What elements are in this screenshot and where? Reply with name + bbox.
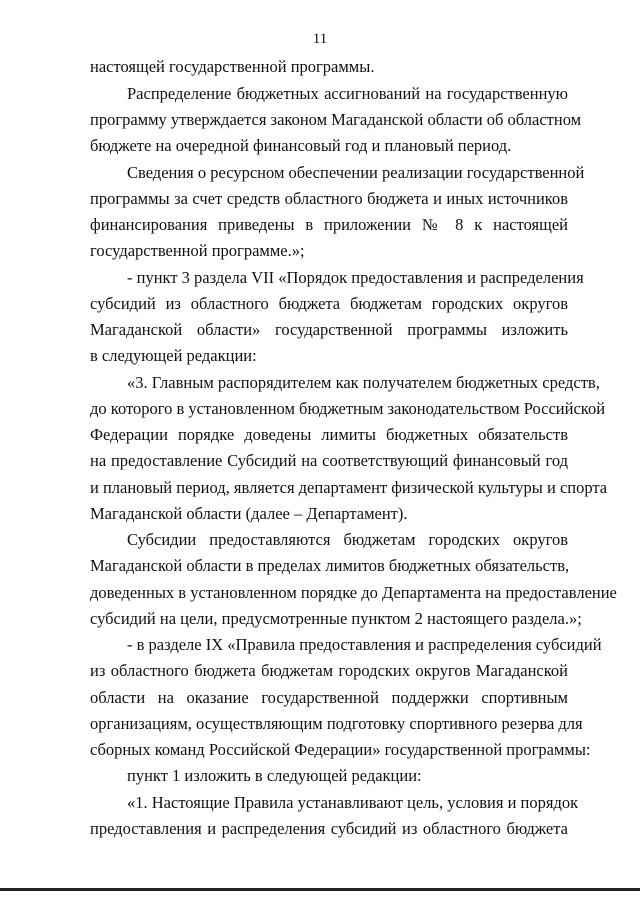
text-line: Федерации порядке доведены лимиты бюджетных обязательств	[90, 425, 568, 444]
text-line: пункт 1 изложить в следующей редакции:	[127, 766, 422, 785]
text-line: доведенных в установленном порядке до Департамента на предоставление	[90, 583, 617, 602]
text-line: «1. Настоящие Правила устанавливают цель, условия и порядок	[127, 793, 579, 812]
text-line: и плановый период, является департамент физической культуры и спорта	[90, 478, 608, 497]
text-line: - пункт 3 раздела VII «Порядок предоставления и распределения	[127, 268, 584, 287]
text-line: субсидий из областного бюджета бюджетам городских округов	[90, 294, 568, 313]
text-line: государственной программе.»;	[90, 241, 305, 260]
text-line: Магаданской области в пределах лимитов бюджетных обязательств,	[90, 556, 570, 575]
text-line: на предоставление Субсидий на соответствующий финансовый год	[90, 451, 568, 470]
text-line: предоставления и распределения субсидий из областного бюджета	[90, 819, 568, 838]
text-line: - в разделе IX «Правила предоставления и распределения субсидий	[127, 635, 602, 654]
text-line: до которого в установленном бюджетным законодательством Российской	[90, 399, 606, 418]
text-line: Магаданской области (далее – Департамент).	[90, 504, 408, 523]
text-line: «3. Главным распорядителем как получателем бюджетных средств,	[127, 373, 600, 392]
text-line: Субсидии предоставляются бюджетам городских округов	[127, 530, 568, 549]
text-line: Распределение бюджетных ассигнований на государственную	[127, 84, 568, 103]
text-line: сборных команд Российской Федерации» государственной программы:	[90, 740, 591, 759]
text-line: настоящей государственной программы.	[90, 57, 375, 76]
text-line: программы за счет средств областного бюджета и иных источников	[90, 189, 568, 208]
text-line: субсидий на цели, предусмотренные пунктом 2 настоящего раздела.»;	[90, 609, 582, 628]
text-line: из областного бюджета бюджетам городских округов Магаданской	[90, 661, 568, 680]
text-line: организациям, осуществляющим подготовку спортивного резерва для	[90, 714, 583, 733]
text-line: финансирования приведены в приложении № 8 к настоящей	[90, 215, 568, 234]
text-line: программу утверждается законом Магаданской области об областном	[90, 110, 582, 129]
text-line: Магаданской области» государственной программы изложить	[90, 320, 568, 339]
text-line: Сведения о ресурсном обеспечении реализации государственной	[127, 163, 585, 182]
text-line: в следующей редакции:	[90, 346, 257, 365]
text-line: области на оказание государственной поддержки спортивным	[90, 688, 568, 707]
page-number: 11	[312, 31, 328, 47]
text-line: бюджете на очередной финансовый год и плановый период.	[90, 136, 512, 155]
scan-edge-rule	[0, 888, 640, 891]
